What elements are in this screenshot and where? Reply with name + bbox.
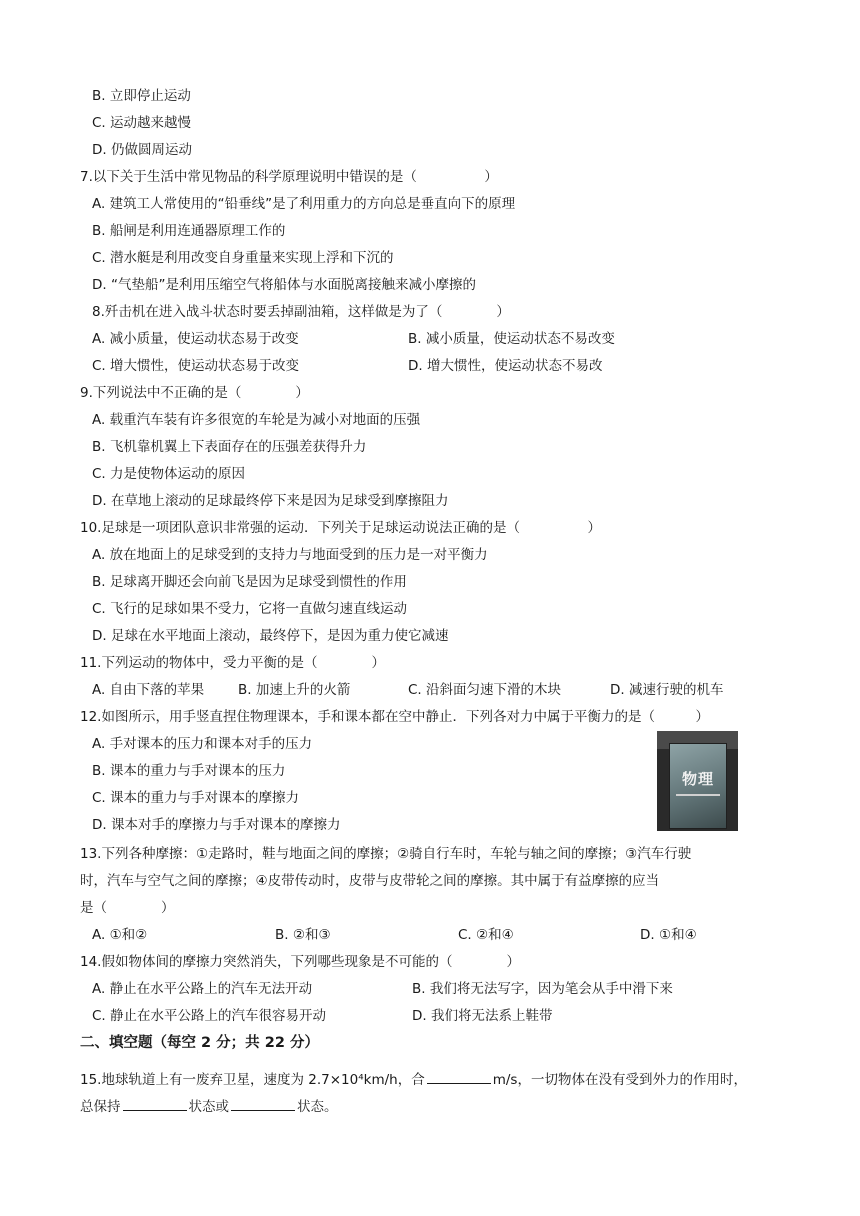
q13-option-c: C. ②和④	[458, 927, 514, 943]
q15-blank-2	[123, 1097, 187, 1111]
q8-option-a: A. 减小质量，使运动状态易于改变	[92, 331, 299, 347]
q10-option-b: B. 足球离开脚还会向前飞是因为足球受到惯性的作用	[92, 574, 407, 590]
q15-text-3: 总保持	[80, 1099, 121, 1115]
q13-option-d: D. ①和④	[640, 927, 697, 943]
q8-option-c: C. 增大惯性，使运动状态易于改变	[92, 358, 300, 374]
q15-text-4: 状态或	[188, 1099, 229, 1115]
q10-stem: 10.足球是一项团队意识非常强的运动．下列关于足球运动说法正确的是（ ）	[80, 520, 601, 536]
q13-line-3: 是（ ）	[80, 900, 175, 916]
q7-stem: 7.以下关于生活中常见物品的科学原理说明中错误的是（ ）	[80, 169, 498, 185]
q9-option-b: B. 飞机靠机翼上下表面存在的压强差获得升力	[92, 439, 367, 455]
q15-blank-1	[427, 1070, 491, 1084]
q8-stem: 8.歼击机在进入战斗状态时要丢掉副油箱，这样做是为了（ ）	[92, 304, 510, 320]
q7-option-a: A. 建筑工人常使用的“铅垂线”是了利用重力的方向总是垂直向下的原理	[92, 196, 516, 212]
q12-option-c: C. 课本的重力与手对课本的摩擦力	[92, 790, 300, 806]
q9-stem: 9.下列说法中不正确的是（ ）	[80, 385, 309, 401]
book-title: 物理	[681, 770, 714, 788]
q15-text-5: 状态。	[297, 1099, 338, 1115]
q9-option-a: A. 载重汽车装有许多很宽的车轮是为减小对地面的压强	[92, 412, 421, 428]
q14-option-b: B. 我们将无法写字，因为笔会从手中滑下来	[412, 981, 673, 997]
q14-option-c: C. 静止在水平公路上的汽车很容易开动	[92, 1008, 327, 1024]
q8-option-d: D. 增大惯性，使运动状态不易改	[408, 358, 603, 374]
q14-stem: 14.假如物体间的摩擦力突然消失，下列哪些现象是不可能的（ ）	[80, 954, 520, 970]
q12-stem: 12.如图所示，用手竖直捏住物理课本，手和课本都在空中静止．下列各对力中属于平衡力的是（ ）	[80, 709, 709, 725]
q15-line-2	[80, 1097, 338, 1116]
q6-option-c: C. 运动越来越慢	[92, 115, 192, 131]
q10-option-c: C. 飞行的足球如果不受力，它将一直做匀速直线运动	[92, 601, 408, 617]
q9-option-c: C. 力是使物体运动的原因	[92, 466, 246, 482]
q10-option-d: D. 足球在水平地面上滚动，最终停下，是因为重力使它减速	[92, 628, 449, 644]
q6-option-d: D. 仍做圆周运动	[92, 142, 192, 158]
q15-text-2: m/s，一切物体在没有受到外力的作用时，	[492, 1072, 747, 1088]
q15-text-1: 15.地球轨道上有一废弃卫星，速度为 2.7×10⁴km/h，合	[80, 1072, 425, 1088]
q13-line-2: 时，汽车与空气之间的摩擦；④皮带传动时，皮带与皮带轮之间的摩擦。其中属于有益摩擦的应当	[80, 873, 660, 889]
q7-option-d: D. “气垫船”是利用压缩空气将船体与水面脱离接触来减小摩擦的	[92, 277, 476, 293]
q10-option-a: A. 放在地面上的足球受到的支持力与地面受到的压力是一对平衡力	[92, 547, 488, 563]
q12-option-b: B. 课本的重力与手对课本的压力	[92, 763, 286, 779]
q7-option-c: C. 潜水艇是利用改变自身重量来实现上浮和下沉的	[92, 250, 394, 266]
q7-option-b: B. 船闸是利用连通器原理工作的	[92, 223, 286, 239]
q13-option-a: A. ①和②	[92, 927, 148, 943]
book-cover-strip	[676, 794, 720, 796]
q11-option-d: D. 减速行驶的机车	[610, 682, 724, 698]
q14-option-d: D. 我们将无法系上鞋带	[412, 1008, 553, 1024]
q11-option-a: A. 自由下落的苹果	[92, 682, 205, 698]
q6-option-b: B. 立即停止运动	[92, 88, 191, 104]
q12-option-d: D. 课本对手的摩擦力与手对课本的摩擦力	[92, 817, 341, 833]
q14-option-a: A. 静止在水平公路上的汽车无法开动	[92, 981, 313, 997]
q9-option-d: D. 在草地上滚动的足球最终停下来是因为足球受到摩擦阻力	[92, 493, 449, 509]
book-cover	[669, 743, 727, 829]
q11-option-c: C. 沿斜面匀速下滑的木块	[408, 682, 562, 698]
q8-option-b: B. 减小质量，使运动状态不易改变	[408, 331, 615, 347]
q15-line-1	[80, 1070, 747, 1089]
q13-option-b: B. ②和③	[275, 927, 331, 943]
q11-stem: 11.下列运动的物体中，受力平衡的是（ ）	[80, 655, 385, 671]
q15-blank-3	[231, 1097, 295, 1111]
q11-option-b: B. 加速上升的火箭	[238, 682, 351, 698]
q13-line-1: 13.下列各种摩擦：①走路时，鞋与地面之间的摩擦；②骑自行车时，车轮与轴之间的摩擦；③汽车行驶	[80, 846, 692, 862]
q12-option-a: A. 手对课本的压力和课本对手的压力	[92, 736, 313, 752]
physics-book-photo	[657, 731, 738, 831]
section-2-heading: 二、填空题（每空 2 分；共 22 分）	[80, 1035, 319, 1051]
